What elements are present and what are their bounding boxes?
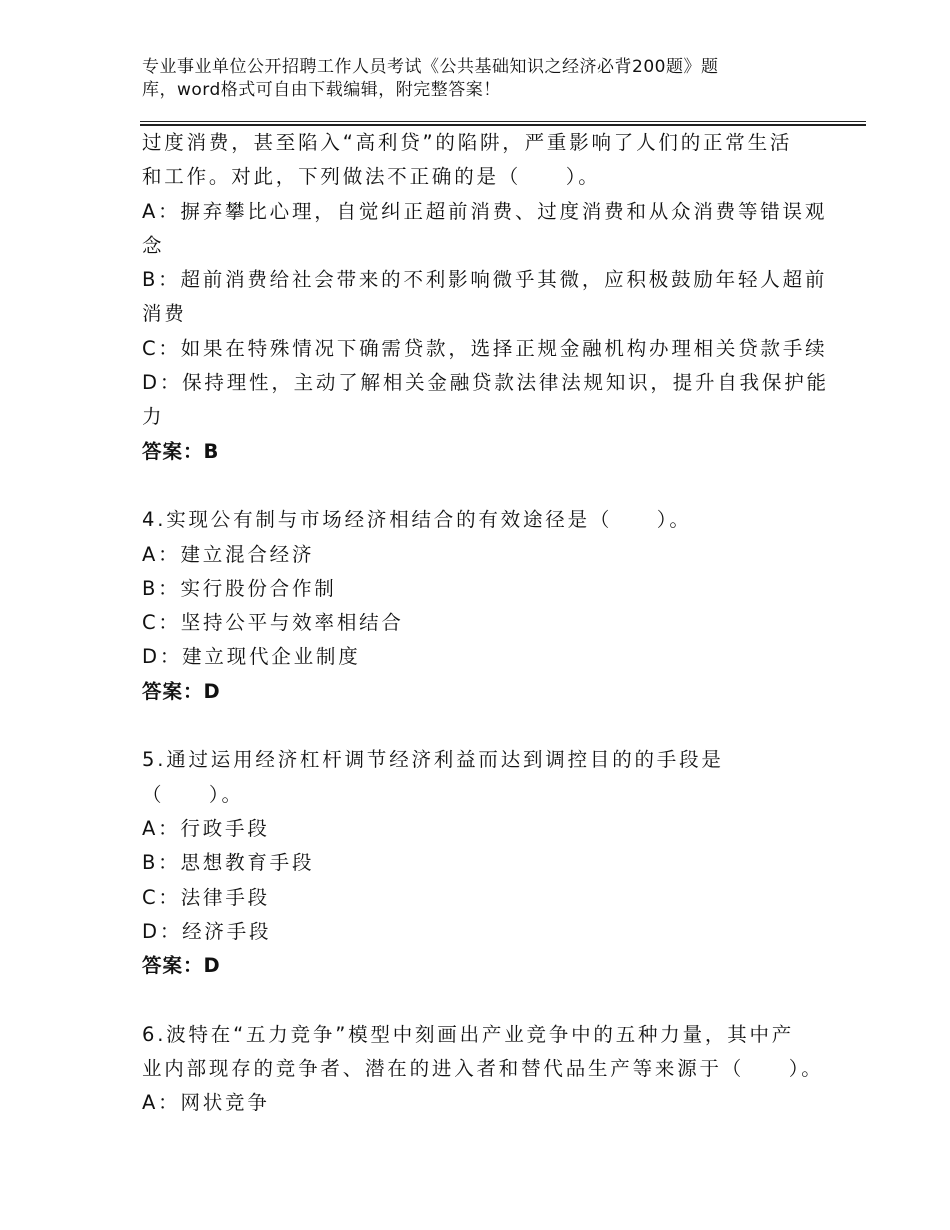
question-stem-line: 业内部现存的竞争者、潜在的进入者和替代品生产等来源于（ ）。 xyxy=(142,1057,824,1081)
option-d: D：保持理性，主动了解相关金融贷款法律法规知识，提升自我保护能 xyxy=(142,371,829,395)
option-c: C：法律手段 xyxy=(142,885,270,909)
question-stem-line: 过度消费，甚至陷入“高利贷”的陷阱，严重影响了人们的正常生活 xyxy=(142,131,793,154)
option-a: A：网状竞争 xyxy=(142,1091,270,1115)
document-header xyxy=(142,56,822,102)
question-stem-line: （ ）。 xyxy=(142,782,244,806)
option-b-continued: 消费 xyxy=(142,302,187,326)
option-b: B：实行股份合作制 xyxy=(142,576,337,600)
question-stem-line: 5.通过运用经济杠杆调节经济利益而达到调控目的的手段是 xyxy=(142,748,724,772)
option-d-continued: 力 xyxy=(142,405,165,429)
option-a: A：摒弃攀比心理，自觉纠正超前消费、过度消费和从众消费等错误观 xyxy=(142,199,828,223)
question-4 xyxy=(142,503,822,709)
answer-label: 答案：D xyxy=(142,679,221,703)
question-6 xyxy=(142,1018,822,1121)
option-d: D：建立现代企业制度 xyxy=(142,645,361,669)
option-b: B：思想教育手段 xyxy=(142,851,315,875)
question-gap xyxy=(142,469,822,503)
question-gap xyxy=(142,983,822,1017)
answer-label: 答案：D xyxy=(142,954,221,978)
header-rule-thin xyxy=(140,121,866,122)
header-line-2: 库，word格式可自由下载编辑，附完整答案！ xyxy=(142,80,501,100)
question-3 xyxy=(142,126,829,469)
option-d: D：经济手段 xyxy=(142,919,272,943)
question-body xyxy=(142,126,829,1121)
option-c: C：如果在特殊情况下确需贷款，选择正规金融机构办理相关贷款手续 xyxy=(142,336,828,360)
option-c: C：坚持公平与效率相结合 xyxy=(142,611,404,635)
question-stem-line: 和工作。对此，下列做法不正确的是（ ）。 xyxy=(142,165,601,189)
option-b: B：超前消费给社会带来的不利影响微乎其微，应积极鼓励年轻人超前 xyxy=(142,268,828,292)
question-stem-line: 6.波特在“五力竞争”模型中刻画出产业竞争中的五种力量，其中产 xyxy=(142,1022,795,1046)
question-stem-line: 4.实现公有制与市场经济相结合的有效途径是（ ）。 xyxy=(142,508,692,532)
option-a-continued: 念 xyxy=(142,233,165,257)
header-line-1: 专业事业单位公开招聘工作人员考试《公共基础知识之经济必背200题》题 xyxy=(142,57,719,77)
option-a: A：建立混合经济 xyxy=(142,542,315,566)
question-gap xyxy=(142,709,822,743)
question-5 xyxy=(142,743,822,983)
option-a: A：行政手段 xyxy=(142,816,270,840)
answer-label: 答案：B xyxy=(142,439,220,463)
